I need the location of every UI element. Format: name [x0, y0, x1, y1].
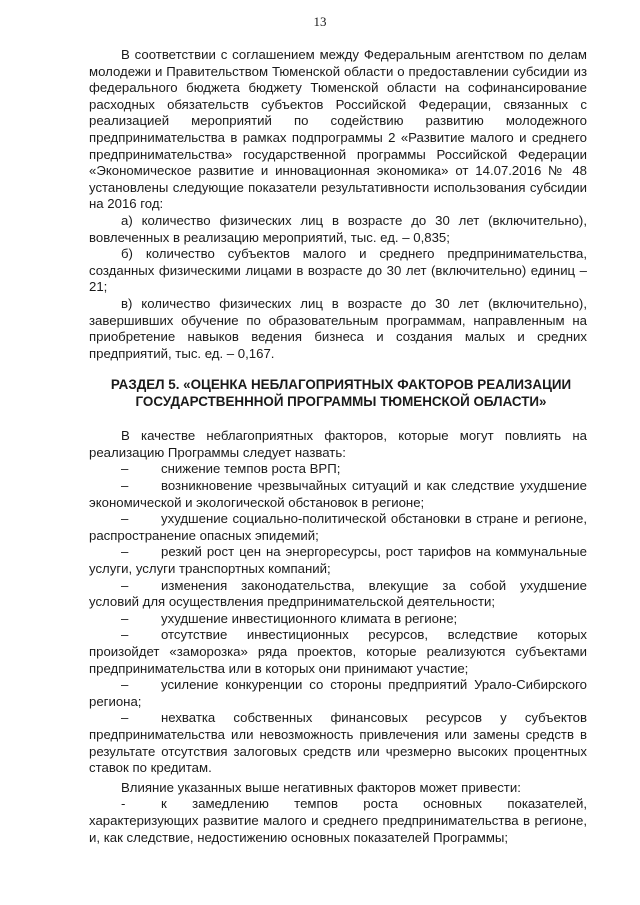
indicator-a: а) количество физических лиц в возрасте до 30 лет (включительно), вовлеченных в реализацию мероприятий, тыс. ед. – 0,835;	[89, 212, 587, 245]
dash-marker: –	[121, 511, 129, 527]
dash-marker: –	[121, 610, 129, 626]
dash-marker: –	[121, 577, 129, 593]
factor-text: снижение темпов роста ВРП;	[161, 461, 341, 477]
factor-item	[89, 461, 587, 478]
intro-paragraph: В соответствии с соглашением между Федеральным агентством по делам молодежи и Правительством Тюменской области о предоставлении субсидии из федерального бюджета бюджету Тюменской области на софинансирование расходных обязательств субъектов Российской Федерации, связанных с реализацией мероприятий по содействию развитию молодежного предпринимательства в рамках подпрограммы 2 «Развитие малого и среднего предпринимательства» государственной программы Российской Федерации «Экономическое развитие и инновационная экономика» от 14.07.2016 № 48 установлены следующие показатели результативности использования субсидии на 2016 год:	[89, 47, 587, 212]
dash-marker: –	[121, 710, 129, 726]
section-heading-line-1: РАЗДЕЛ 5. «ОЦЕНКА НЕБЛАГОПРИЯТНЫХ ФАКТОРОВ РЕАЛИЗАЦИИ	[110, 377, 572, 393]
factor-text: отсутствие инвестиционных ресурсов, вследствие которых произойдет «заморозка» ряда проектов, которые реализуются субъектами предпринимательства или в которых они принимают участие;	[89, 627, 587, 676]
factor-item	[89, 710, 587, 776]
factor-item	[89, 478, 587, 511]
dash-marker: –	[121, 627, 129, 643]
dash-marker: –	[121, 461, 129, 477]
indicator-c: в) количество физических лиц в возрасте до 30 лет (включительно), завершивших обучение по образовательным программам, направленным на приобретение навыков ведения бизнеса и создания малых и средних предприятий, тыс. ед. – 0,167.	[89, 295, 587, 361]
section-heading-line-2: ГОСУДАРСТВЕНННОЙ ПРОГРАММЫ ТЮМЕНСКОЙ ОБЛАСТИ»	[135, 394, 547, 410]
consequences-intro: Влияние указанных выше негативных факторов может привести:	[121, 779, 521, 795]
factor-text: усиление конкуренции со стороны предприятий Урало-Сибирского региона;	[89, 677, 587, 709]
factor-item	[89, 611, 587, 628]
factor-text: резкий рост цен на энергоресурсы, рост тарифов на коммунальные услуги, услуги транспортных компаний;	[89, 544, 587, 577]
factor-item	[89, 544, 587, 577]
factor-item	[89, 578, 587, 611]
page-number: 13	[313, 14, 327, 29]
indicator-b: б) количество субъектов малого и среднего предпринимательства, созданных физическими лицами в возрасте до 30 лет (включительно) единиц – 21;	[89, 246, 587, 295]
dash-marker: –	[121, 544, 129, 560]
dash-marker: –	[121, 677, 129, 693]
factor-item	[89, 511, 587, 544]
factor-item	[89, 677, 587, 710]
factor-item	[89, 627, 587, 677]
factor-text: ухудшение социально-политической обстановки в стране и регионе, распространение опасных эпидемий;	[89, 511, 587, 543]
factor-text: изменения законодательства, влекущие за собой ухудшение условий для осуществления предпринимательской деятельности;	[89, 577, 587, 610]
hyphen-marker: -	[121, 796, 126, 812]
factors-intro: В качестве неблагоприятных факторов, которые могут повлиять на реализацию Программы следует назвать:	[89, 428, 587, 460]
section-heading	[89, 376, 587, 410]
document-body	[89, 47, 587, 846]
consequence-text: к замедлению темпов роста основных показателей, характеризующих развитие малого и среднего предпринимательства в регионе, и, как следствие, недостижению основных показателей Программы;	[89, 796, 587, 845]
factor-text: ухудшение инвестиционного климата в регионе;	[161, 610, 458, 626]
factor-text: возникновение чрезвычайных ситуаций и как следствие ухудшение экономической и экологической обстановок в регионе;	[89, 478, 587, 510]
dash-marker: –	[121, 478, 129, 494]
factor-text: нехватка собственных финансовых ресурсов у субъектов предпринимательства или невозможность привлечения или замены средств в результате отсутствия залоговых средств или чрезмерно высоких процентных ставок по кредитам.	[89, 710, 587, 776]
consequence-item	[89, 796, 587, 846]
